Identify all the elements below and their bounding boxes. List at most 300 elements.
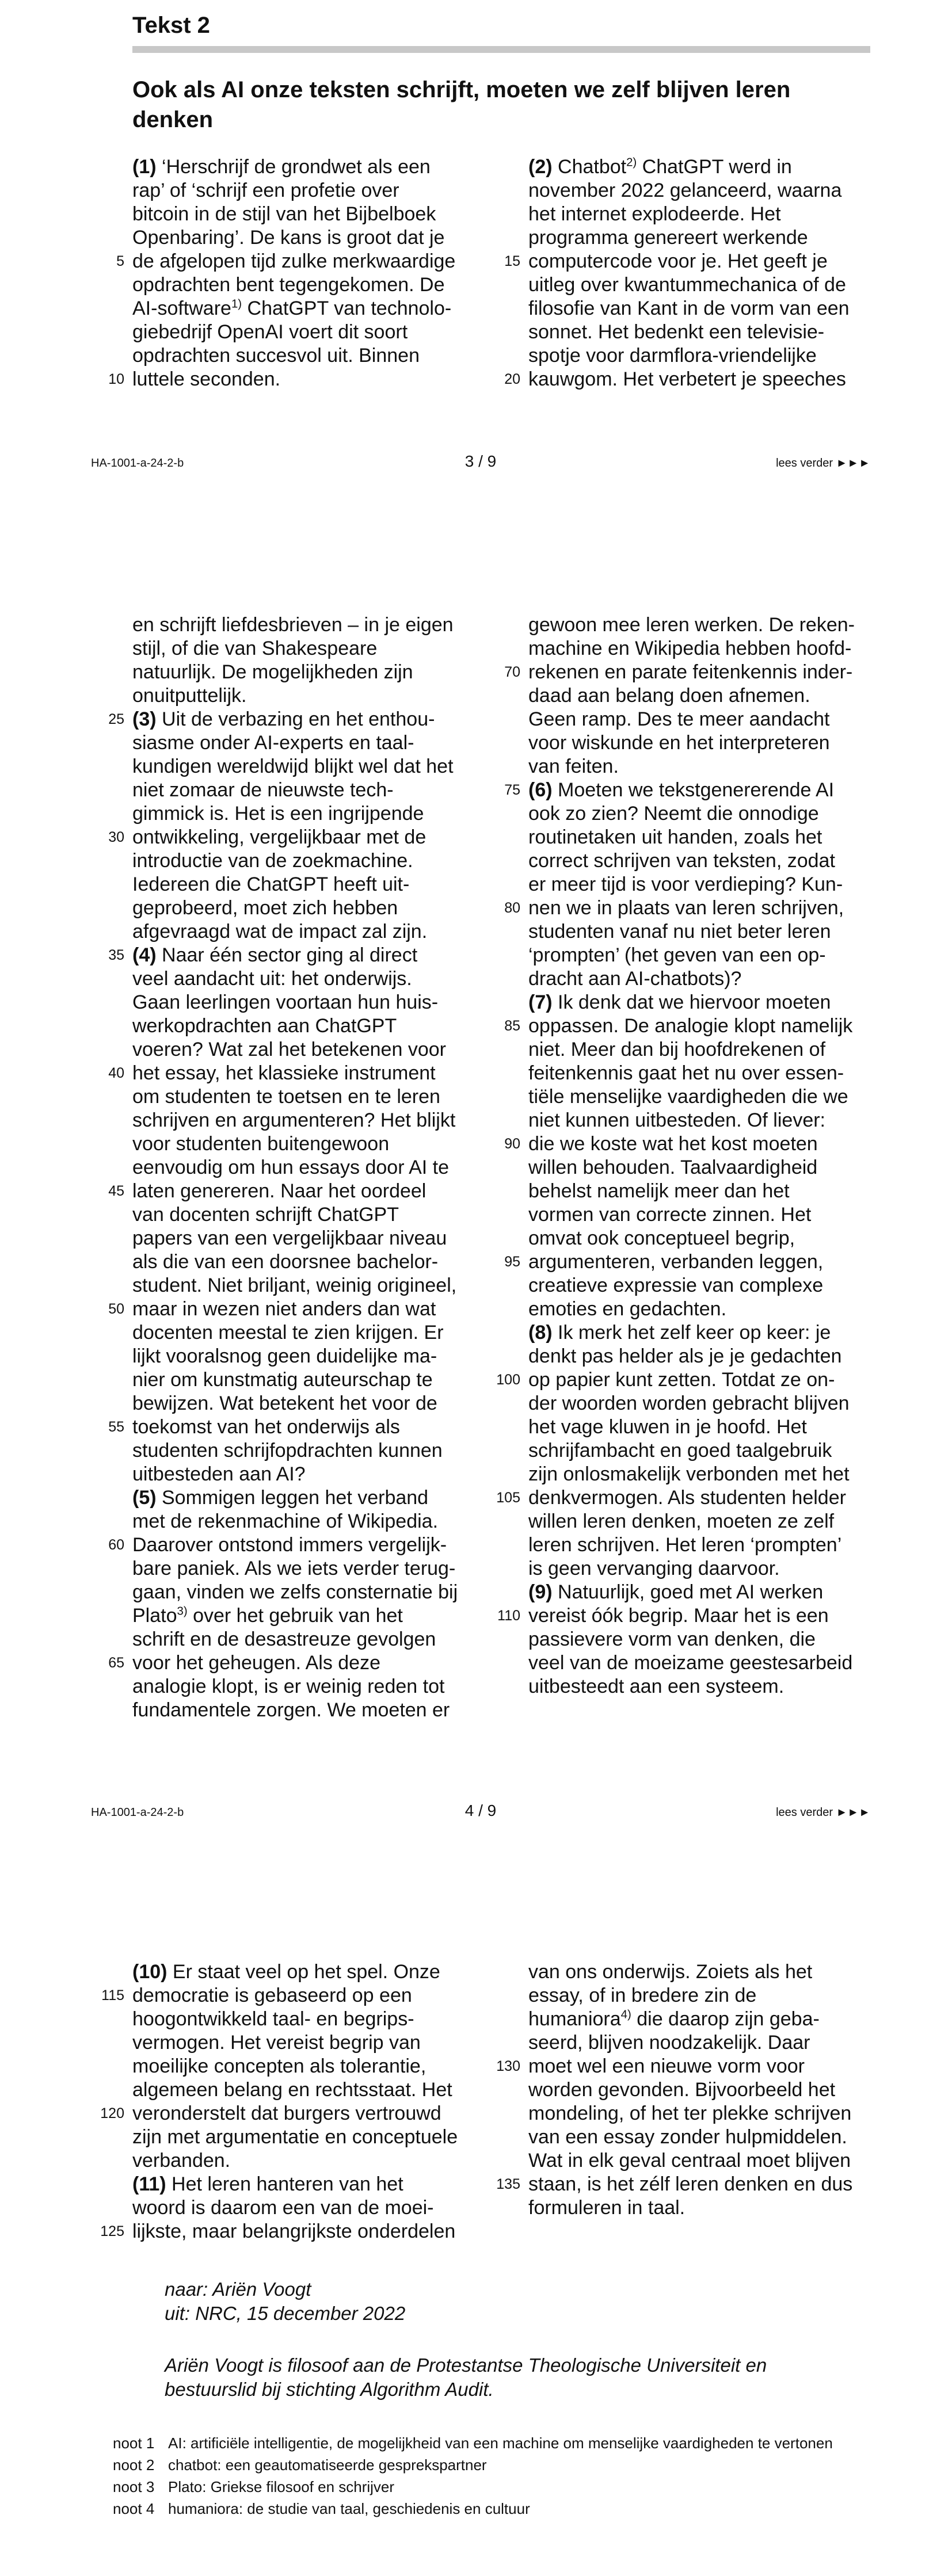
line-text: het vage kluwen in je hoofd. Het	[528, 1416, 807, 1438]
paragraph-number: (2)	[528, 156, 553, 178]
line-text: ChatGPT van technolo-	[242, 297, 452, 319]
paragraph-number: (6)	[528, 779, 553, 801]
line-text: dracht aan AI-chatbots)?	[528, 968, 742, 990]
line-text: voor studenten buitengewoon	[132, 1133, 390, 1155]
text-line	[132, 1203, 483, 1227]
text-line	[132, 155, 483, 179]
text-line	[504, 896, 885, 920]
line-text: afgevraagd wat de impact zal zijn.	[132, 921, 428, 942]
text-line	[132, 1392, 483, 1415]
line-text: der woorden worden gebracht blijven	[528, 1392, 850, 1414]
line-text: november 2022 gelanceerd, waarna	[528, 180, 842, 201]
line-text: studenten vanaf nu niet beter leren	[528, 921, 831, 942]
line-text: Geen ramp. Des te meer aandacht	[528, 708, 830, 730]
line-number: 95	[504, 1254, 520, 1270]
line-text: het internet explodeerde. Het	[528, 203, 781, 225]
line-text: willen leren denken, moeten ze zelf	[528, 1510, 835, 1532]
text-label: Tekst 2	[132, 13, 210, 38]
text-line	[132, 344, 483, 368]
line-text: denkt pas helder als je je gedachten	[528, 1345, 842, 1367]
text-line	[528, 1960, 885, 1984]
line-text: Gaan leerlingen voortaan hun huis-	[132, 991, 439, 1013]
text-line	[132, 967, 483, 991]
footnote-label: noot 2	[113, 2456, 155, 2474]
text-line	[496, 2055, 885, 2078]
text-line	[132, 203, 483, 226]
line-text: over het gebruik van het	[187, 1605, 403, 1627]
paragraph-number: (1)	[132, 156, 157, 178]
line-text: zijn onlosmakelijk verbonden met het	[528, 1463, 850, 1485]
line-number: 25	[108, 711, 124, 727]
line-text: die daarop zijn geba-	[631, 2008, 820, 2030]
line-text: Wat in elk geval centraal moet blijven	[528, 2150, 851, 2172]
line-number: 45	[108, 1183, 124, 1199]
line-text: voeren? Wat zal het betekenen voor	[132, 1039, 446, 1060]
text-line	[101, 1984, 483, 2008]
paragraph-number: (7)	[528, 991, 553, 1013]
line-text: Openbaring’. De kans is groot dat je	[132, 227, 445, 249]
line-text: seerd, blijven noodzakelijk. Daar	[528, 2032, 810, 2054]
line-number: 20	[504, 371, 520, 387]
footnote	[113, 2454, 890, 2476]
text-line	[528, 1156, 885, 1180]
line-text: schrijfambacht en goed taalgebruik	[528, 1440, 832, 1461]
line-number: 60	[108, 1537, 124, 1553]
line-text: formuleren in taal.	[528, 2197, 686, 2219]
line-text: uitbesteedt aan een systeem.	[528, 1676, 785, 1697]
line-text: omvat ook conceptueel begrip,	[528, 1227, 795, 1249]
text-line	[108, 1415, 483, 1439]
text-line	[528, 1345, 885, 1368]
page3-left-column	[108, 155, 483, 391]
text-line	[132, 849, 483, 873]
line-text: opdrachten bent tegengekomen. De	[132, 274, 445, 296]
text-line	[528, 273, 885, 297]
line-text: geprobeerd, moet zich hebben	[132, 897, 398, 919]
text-line	[504, 368, 885, 391]
line-text: eenvoudig om hun essays door AI te	[132, 1157, 450, 1178]
footnote-text: Plato: Griekse filosoof en schrijver	[168, 2478, 395, 2495]
text-line	[132, 179, 483, 203]
line-text: oppassen. De analogie klopt namelijk	[528, 1015, 853, 1037]
line-text: ontwikkeling, vergelijkbaar met de	[132, 826, 427, 848]
line-text: emoties en gedachten.	[528, 1298, 727, 1320]
line-number: 85	[504, 1018, 520, 1034]
line-text: onuitputtelijk.	[132, 685, 247, 707]
line-text: stijl, of die van Shakespeare	[132, 638, 378, 659]
line-number: 15	[504, 253, 520, 269]
page-number: 4 / 9	[464, 1802, 497, 1819]
text-line	[528, 1038, 885, 1062]
line-text: om studenten te toetsen en te leren	[132, 1086, 440, 1108]
line-number: 115	[101, 1987, 124, 2003]
line-text: vormen van correcte zinnen. Het	[528, 1204, 812, 1226]
line-text: willen behouden. Taalvaardigheid	[528, 1157, 818, 1178]
line-text: het essay, het klassieke instrument	[132, 1062, 436, 1084]
text-line	[528, 297, 885, 320]
text-line	[528, 1510, 885, 1533]
line-text: Ik denk dat we hiervoor moeten	[552, 991, 831, 1013]
text-line	[504, 1250, 885, 1274]
text-line	[528, 1203, 885, 1227]
text-line	[132, 297, 483, 320]
text-line	[528, 826, 885, 849]
line-text: van feiten.	[528, 755, 619, 777]
line-text: woord is daarom een van de moei-	[132, 2197, 434, 2219]
footnotes	[113, 2432, 890, 2520]
footnote	[113, 2432, 890, 2454]
continue-indicator: lees verder ►►►	[776, 1806, 870, 1819]
line-text: gaan, vinden we zelfs consternatie bij	[132, 1581, 458, 1603]
title-divider	[132, 46, 870, 53]
line-text: student. Niet briljant, weinig origineel,	[132, 1274, 457, 1296]
footnote-label: noot 1	[113, 2434, 155, 2452]
text-line	[528, 2149, 885, 2173]
line-text: op papier kunt zetten. Totdat ze on-	[528, 1369, 835, 1391]
line-number: 10	[108, 371, 124, 387]
line-text: programma genereert werkende	[528, 227, 808, 249]
line-text: veel aandacht uit: het onderwijs.	[132, 968, 412, 990]
line-text: Uit de verbazing en het enthou-	[156, 708, 435, 730]
text-line	[528, 1439, 885, 1463]
line-number: 130	[496, 2058, 520, 2074]
footnote-ref: 2)	[626, 156, 637, 169]
text-line	[528, 1085, 885, 1109]
line-text: de afgelopen tijd zulke merkwaardige	[132, 250, 456, 272]
text-line	[504, 1014, 885, 1038]
line-text: maar in wezen niet anders dan wat	[132, 1298, 436, 1320]
line-text: vermogen. Het vereist begrip van	[132, 2032, 421, 2054]
line-text: Moeten we tekstgenererende AI	[552, 779, 835, 801]
text-line	[108, 944, 483, 967]
text-line	[528, 873, 885, 896]
text-line	[132, 613, 483, 637]
line-text: en schrijft liefdesbrieven – in je eigen	[132, 614, 454, 636]
line-text: nen we in plaats van leren schrijven,	[528, 897, 844, 919]
line-text: tiële menselijke vaardigheden die we	[528, 1086, 848, 1108]
page5-left-column	[100, 1960, 483, 2243]
line-number: 100	[496, 1372, 520, 1388]
line-text: Er staat veel op het spel. Onze	[167, 1961, 440, 1983]
line-text: kundigen wereldwijd blijkt wel dat het	[132, 755, 454, 777]
line-text: moeilijke concepten als tolerantie,	[132, 2055, 427, 2077]
line-text: algemeen belang en rechtsstaat. Het	[132, 2079, 452, 2101]
text-line	[132, 1368, 483, 1392]
text-line	[528, 203, 885, 226]
text-line	[132, 1699, 483, 1722]
paragraph-number: (10)	[132, 1961, 167, 1983]
text-line	[132, 1156, 483, 1180]
text-line	[132, 1132, 483, 1156]
text-line	[528, 1227, 885, 1250]
line-text: natuurlijk. De mogelijkheden zijn	[132, 661, 413, 683]
line-text: ChatGPT werd in	[637, 156, 792, 178]
line-text: luttele seconden.	[132, 368, 281, 390]
line-text: machine en Wikipedia hebben hoofd-	[528, 638, 852, 659]
text-line	[528, 991, 885, 1014]
line-text: filosofie van Kant in de vorm van een	[528, 297, 850, 319]
text-line	[504, 1132, 885, 1156]
text-line	[528, 1297, 885, 1321]
paragraph-number: (3)	[132, 708, 157, 730]
line-text: correct schrijven van teksten, zodat	[528, 850, 835, 872]
text-line	[132, 1510, 483, 1533]
text-line	[108, 826, 483, 849]
source-author: naar: Ariën Voogt	[165, 2279, 311, 2300]
text-line	[528, 849, 885, 873]
line-text: laten genereren. Naar het oordeel	[132, 1180, 427, 1202]
line-number: 30	[108, 829, 124, 845]
footnote	[113, 2498, 890, 2520]
source-attribution	[165, 2277, 405, 2326]
line-text: Sommigen leggen het verband	[156, 1487, 429, 1509]
page4-left-column	[108, 613, 483, 1722]
line-text: opdrachten succesvol uit. Binnen	[132, 345, 420, 367]
page3-footer	[91, 450, 870, 473]
text-line	[496, 2173, 885, 2196]
text-line	[132, 1557, 483, 1581]
line-text: Natuurlijk, goed met AI werken	[552, 1581, 824, 1603]
line-text: Daarover ontstond immers vergelijk-	[132, 1534, 447, 1556]
text-line	[504, 778, 885, 802]
line-text: Ik merk het zelf keer op keer: je	[552, 1322, 831, 1344]
text-line	[528, 967, 885, 991]
text-line	[132, 2149, 483, 2173]
text-line	[528, 802, 885, 826]
line-text: humaniora	[528, 2008, 621, 2030]
text-line	[528, 2196, 885, 2220]
text-line	[132, 273, 483, 297]
line-text: moet wel een nieuwe vorm voor	[528, 2055, 805, 2077]
footnote-text: AI: artificiële intelligentie, de mogelijkheid van een machine om menselijke vaardigheden te vertonen	[168, 2434, 833, 2452]
line-text: ‘prompten’ (het geven van een op-	[528, 944, 826, 966]
text-line	[528, 613, 885, 637]
text-line	[528, 320, 885, 344]
text-line	[132, 2008, 483, 2031]
line-text: routinetaken uit handen, zoals het	[528, 826, 822, 848]
text-line	[528, 1984, 885, 2008]
footnote-ref: 4)	[620, 2008, 631, 2021]
text-line	[504, 661, 885, 684]
text-line	[528, 2102, 885, 2125]
text-line	[528, 1274, 885, 1297]
text-line	[100, 2102, 483, 2125]
line-text: is geen vervanging daarvoor.	[528, 1558, 780, 1579]
line-text: fundamentele zorgen. We moeten er	[132, 1699, 450, 1721]
text-line	[528, 1651, 885, 1675]
footnote-ref: 3)	[177, 1605, 188, 1618]
line-text: Chatbot	[552, 156, 627, 178]
line-text: schrijven en argumenteren? Het blijkt	[132, 1109, 456, 1131]
line-number: 105	[496, 1490, 520, 1506]
text-line	[528, 1533, 885, 1557]
line-text: met de rekenmachine of Wikipedia.	[132, 1510, 439, 1532]
text-line	[132, 1109, 483, 1132]
line-number: 90	[504, 1136, 520, 1152]
line-text: docenten meestal te zien krijgen. Er	[132, 1322, 444, 1344]
line-number: 110	[497, 1608, 520, 1624]
text-line	[528, 684, 885, 708]
line-number: 125	[100, 2223, 124, 2239]
line-text: introductie van de zoekmachine.	[132, 850, 413, 872]
author-bio: Ariën Voogt is filosoof aan de Protestantse Theologische Universiteit en bestuurslid bij stichting Algorithm Audit.	[165, 2354, 767, 2400]
text-line	[132, 991, 483, 1014]
text-line	[132, 661, 483, 684]
line-text: Naar één sector ging al direct	[156, 944, 418, 966]
line-text: die we koste wat het kost moeten	[528, 1133, 818, 1155]
line-text: lijkt vooralsnog geen duidelijke ma-	[132, 1345, 437, 1367]
line-text: vereist óók begrip. Maar het is een	[528, 1605, 829, 1627]
text-line	[108, 1180, 483, 1203]
footnote-text: chatbot: een geautomatiseerde gesprekspartner	[168, 2456, 487, 2474]
text-line	[132, 1274, 483, 1297]
text-line	[528, 2008, 885, 2031]
footnote-ref: 1)	[231, 297, 242, 311]
text-line	[496, 1486, 885, 1510]
text-line	[132, 1439, 483, 1463]
line-number: 35	[108, 947, 124, 963]
text-line	[132, 1085, 483, 1109]
line-text: veronderstelt dat burgers vertrouwd	[132, 2102, 441, 2124]
line-text: werkopdrachten aan ChatGPT	[132, 1015, 397, 1037]
line-number: 40	[108, 1065, 124, 1081]
exam-code: HA-1001-a-24-2-b	[91, 457, 184, 470]
line-text: papers van een vergelijkbaar niveau	[132, 1227, 447, 1249]
text-line	[528, 179, 885, 203]
text-line	[132, 920, 483, 944]
line-text: niet zomaar de nieuwste tech-	[132, 779, 394, 801]
page4-footer	[91, 1799, 870, 1822]
line-text: bitcoin in de stijl van het Bijbelboek	[132, 203, 436, 225]
text-line	[100, 2220, 483, 2243]
line-number: 135	[496, 2176, 520, 2192]
line-text: leren schrijven. Het leren ‘prompten’	[528, 1534, 842, 1556]
line-text: uitbesteden aan AI?	[132, 1463, 306, 1485]
text-line	[528, 1109, 885, 1132]
line-text: mondeling, of het ter plekke schrijven	[528, 2102, 852, 2124]
exam-code: HA-1001-a-24-2-b	[91, 1806, 184, 1819]
text-line	[528, 708, 885, 731]
line-text: schrift en de desastreuze gevolgen	[132, 1628, 436, 1650]
line-text: democratie is gebaseerd op een	[132, 1985, 412, 2006]
line-text: essay, of in bredere zin de	[528, 1985, 757, 2006]
line-text: creatieve expressie van complexe	[528, 1274, 824, 1296]
line-text: Iedereen die ChatGPT heeft uit-	[132, 873, 410, 895]
line-number: 80	[504, 900, 520, 916]
text-line	[528, 344, 885, 368]
page5-right-column	[496, 1960, 885, 2220]
line-text: zijn met argumentatie en conceptuele	[132, 2126, 458, 2148]
text-line	[132, 637, 483, 661]
text-line	[528, 2031, 885, 2055]
line-text: van een essay zonder hulpmiddelen.	[528, 2126, 847, 2148]
line-text: er meer tijd is voor verdieping? Kun-	[528, 873, 843, 895]
text-line	[528, 2078, 885, 2102]
line-text: argumenteren, verbanden leggen,	[528, 1251, 824, 1273]
text-line	[108, 1062, 483, 1085]
text-line	[132, 1014, 483, 1038]
line-text: verbanden.	[132, 2150, 231, 2172]
line-text: analogie klopt, is er weinig reden tot	[132, 1676, 445, 1697]
line-text: rap’ of ‘schrijf een profetie over	[132, 180, 399, 201]
text-line	[528, 1415, 885, 1439]
text-line	[132, 1960, 483, 1984]
line-text: van docenten schrijft ChatGPT	[132, 1204, 399, 1226]
line-number: 70	[504, 664, 520, 680]
line-text: sonnet. Het bedenkt een televisie-	[528, 321, 825, 343]
text-line	[132, 1604, 483, 1628]
text-line	[132, 1628, 483, 1651]
text-line	[504, 250, 885, 273]
page-number: 3 / 9	[464, 452, 497, 470]
text-line	[528, 155, 885, 179]
line-text: bare paniek. Als we iets verder terug-	[132, 1558, 456, 1579]
text-line	[528, 1392, 885, 1415]
line-text: niet. Meer dan bij hoofdrekenen of	[528, 1039, 826, 1060]
line-text: gewoon mee leren werken. De reken-	[528, 614, 855, 636]
line-text: lijkste, maar belangrijkste onderdelen	[132, 2220, 456, 2242]
article-title: Ook als AI onze teksten schrijft, moeten we zelf blijven leren denken	[132, 77, 791, 132]
text-line	[132, 2078, 483, 2102]
footnote-text: humaniora: de studie van taal, geschiedenis en cultuur	[168, 2500, 530, 2517]
text-line	[528, 1463, 885, 1486]
text-line	[132, 1227, 483, 1250]
text-line	[132, 778, 483, 802]
line-text: worden gevonden. Bijvoorbeeld het	[528, 2079, 836, 2101]
line-text: rekenen en parate feitenkennis inder-	[528, 661, 853, 683]
text-line	[528, 1628, 885, 1651]
text-line	[116, 250, 483, 273]
paragraph-number: (9)	[528, 1581, 553, 1603]
text-line	[132, 2055, 483, 2078]
text-line	[132, 1463, 483, 1486]
text-line	[528, 1062, 885, 1085]
line-text: daad aan belang doen afnemen.	[528, 685, 810, 707]
page3-right-column	[504, 155, 885, 391]
text-line	[132, 1321, 483, 1345]
footnote	[113, 2476, 890, 2498]
line-text: giebedrijf OpenAI voert dit soort	[132, 321, 408, 343]
line-text: feitenkennis gaat het nu over essen-	[528, 1062, 844, 1084]
text-line	[528, 1557, 885, 1581]
line-text: computercode voor je. Het geeft je	[528, 250, 828, 272]
text-line	[132, 226, 483, 250]
text-line	[132, 2125, 483, 2149]
line-text: bewijzen. Wat betekent het voor de	[132, 1392, 437, 1414]
text-line	[528, 2125, 885, 2149]
line-text: toekomst van het onderwijs als	[132, 1416, 400, 1438]
line-text: nier om kunstmatig auteurschap te	[132, 1369, 433, 1391]
line-text: denkvermogen. Als studenten helder	[528, 1487, 846, 1509]
text-line	[528, 755, 885, 778]
paragraph-number: (11)	[132, 2173, 166, 2195]
line-number: 120	[100, 2105, 124, 2121]
line-text: niet kunnen uitbesteden. Of liever:	[528, 1109, 825, 1131]
text-line	[132, 802, 483, 826]
line-number: 75	[504, 782, 520, 798]
text-line	[132, 1675, 483, 1699]
line-text: van ons onderwijs. Zoiets als het	[528, 1961, 813, 1983]
text-line	[108, 1651, 483, 1675]
text-line	[108, 708, 483, 731]
text-line	[108, 368, 483, 391]
line-text: voor wiskunde en het interpreteren	[528, 732, 830, 754]
line-text: Het leren hanteren van het	[166, 2173, 403, 2195]
line-text: ook zo zien? Neemt die onnodige	[528, 803, 819, 825]
text-line	[528, 1321, 885, 1345]
text-line	[528, 1180, 885, 1203]
line-text: passievere vorm van denken, die	[528, 1628, 816, 1650]
